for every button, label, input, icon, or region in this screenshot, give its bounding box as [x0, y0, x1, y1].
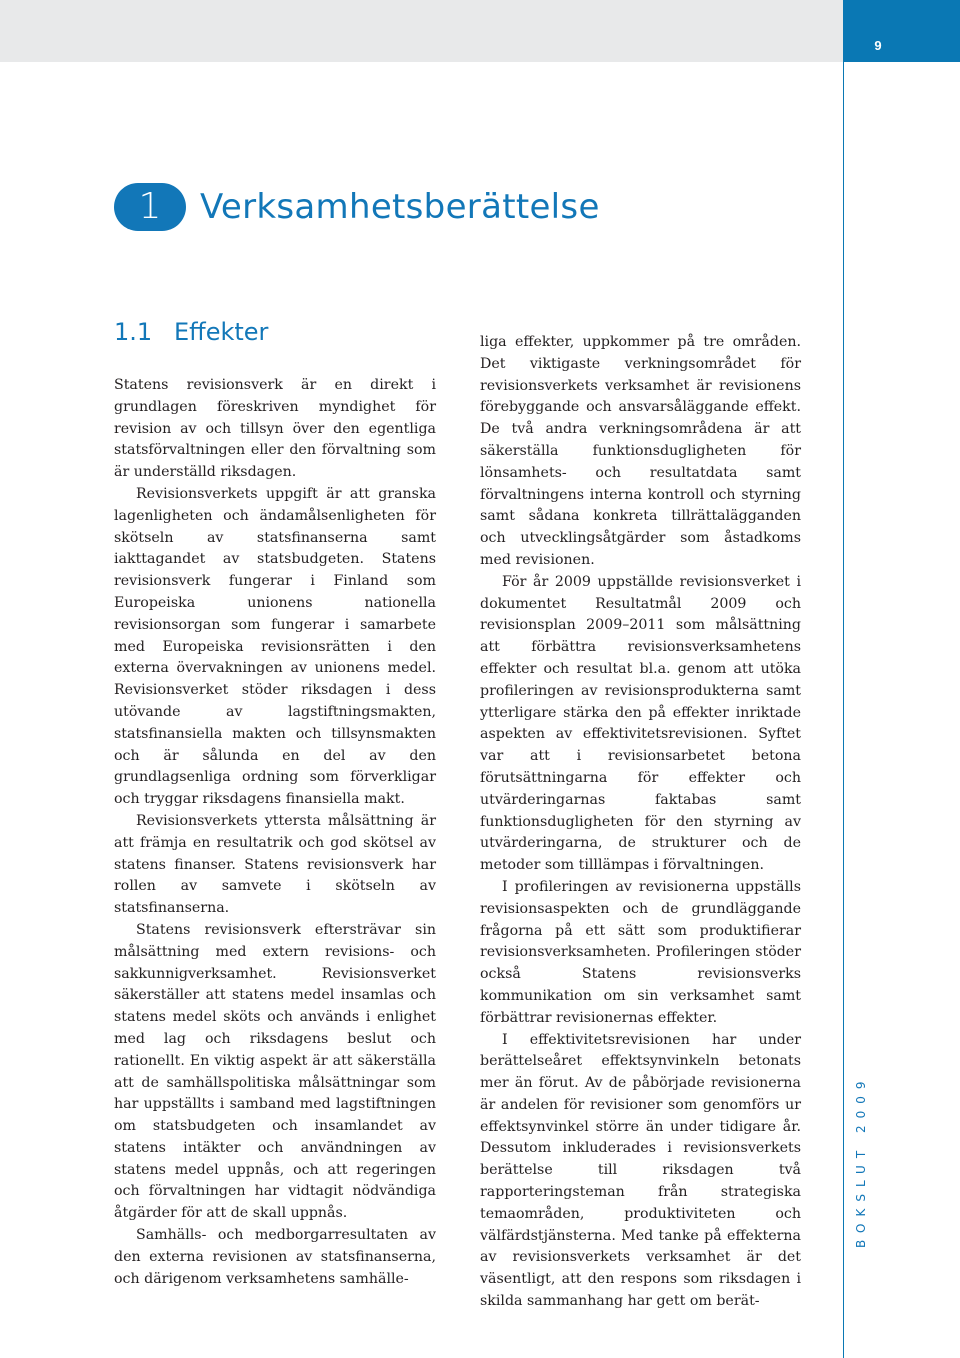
- section-title: Effekter: [174, 318, 269, 346]
- chapter-number-badge: [114, 183, 186, 231]
- left-text-column: [114, 375, 436, 1290]
- chapter-title: Verksamhetsberättelse: [200, 187, 600, 227]
- section-number: 1.1: [114, 318, 153, 346]
- margin-rule: [843, 62, 844, 1358]
- page-number-box: [843, 0, 960, 62]
- header-band: [0, 0, 843, 62]
- paragraph: liga effekter, uppkommer på tre områden. Det viktigaste verkningsområdet för revisionsverkets verksamhet är revisionens förebyggande och ansvarsåläggande effekt. De två andra verkningsområdena är att säkerställa funktionsdugligheten för lönsamhets- och resultatdata samt förvaltningens interna kontroll och styrning samt sådana konkreta tillrättalägganden och utvecklingsåtgärder som åstadkoms med revisionen.: [480, 334, 801, 568]
- paragraph: Samhälls- och medborgarresultaten av den externa revisionen av statsfinanserna, och därigenom verksamhetens samhälle-: [114, 1227, 436, 1287]
- paragraph: Revisionsverkets uppgift är att granska lagenligheten och ändamålsenligheten för skötseln av statsfinanserna samt iakttagandet av statsbudgeten. Statens revisionsverk fungerar i Finland som Europeiska unionens nationella revisionsorgan som fungerar i samarbete med Europeiska revisionsrätten i den externa övervakningen av unionens medel. Revisionsverket stöder riksdagen i dess utövande av lagstiftningsmakten, statsfinansiella makten och tillsynsmakten och är sålunda en del av den grundlagsenliga ordning som förverkligar och tryggar riksdagens finansiella makt.: [114, 485, 436, 808]
- paragraph: För år 2009 uppställde revisionsverket i dokumentet Resultatmål 2009 och revisionsplan 2009–2011 som målsättning att förbättra revisionsverksamhetens effekter och resultat bl.a. genom att utöka profileringen av revisionsprodukterna samt ytterligare stärka den på effekter inriktade aspekten av effektivitetsrevisionen. Syftet var att i revisionsarbetet betona förutsättningarna för effekter och utvärderingarnas faktabas samt funktionsdugligheten för den styrning av utvärderingarna, de strukturer och de metoder som tilllämpas i förvaltningen.: [480, 573, 801, 874]
- right-text-column: [480, 332, 801, 1313]
- paragraph: Revisionsverkets yttersta målsättning är att främja en resultatrik och god skötsel av statens finanser. Statens revisionsverk har rollen av samvete i skötseln av statsfinanserna.: [114, 812, 436, 917]
- paragraph: I profileringen av revisionerna uppställs revisionsaspekten och de grundläggande frågorna på ett sätt som produktifierar revisionsverksamheten. Profileringen stöder också Statens revisionsverks kommunikation om sin verksamhet samt förbättrar revisionernas effekter.: [480, 878, 801, 1026]
- paragraph: I effektivitetsrevisionen har under berättelseåret effektsynvinkeln betonats mer än förut. Av de påbörjade revisionerna är andelen för revisioner som genomförs ur effektsynvinkel större än under tidigare år. Dessutom inkluderades i revisionsverkets berättelse till riksdagen två rapporteringsteman från strategiska temaområden, produktiviteten och välfärdstjänsterna. Med tanke på effekterna av revisionsverkets verksamhet är det väsentligt, att den respons som riksdagen i skilda sammanhang har gett om berät-: [480, 1031, 801, 1310]
- side-label: BOKSLUT 2009: [854, 1074, 868, 1248]
- chapter-number: 1: [138, 186, 162, 227]
- page-number: 9: [874, 38, 882, 53]
- paragraph: Statens revisionsverk är en direkt i grundlagen föreskriven myndighet för revision av och tillsyn över den egentliga statsförvaltningen eller den förvaltning som är underställd riksdagen.: [114, 377, 436, 481]
- paragraph: Statens revisionsverk eftersträvar sin målsättning med extern revisions- och sakkunnigverksamhet. Revisionsverket säkerställer att statens medel insamlas och statens medel sköts och används i enlighet med lag och riksdagens beslut och rationellt. En viktig aspekt är att säkerställa att de samhällspolitiska målsättningar som har uppställts i samband med lagstiftningen om statsbudgeten och insamlandet av statens intäkter och användningen av statens medel uppnås, och att regeringen och förvaltningen har vidtagit nödvändiga åtgärder för att de skall uppnås.: [114, 921, 436, 1222]
